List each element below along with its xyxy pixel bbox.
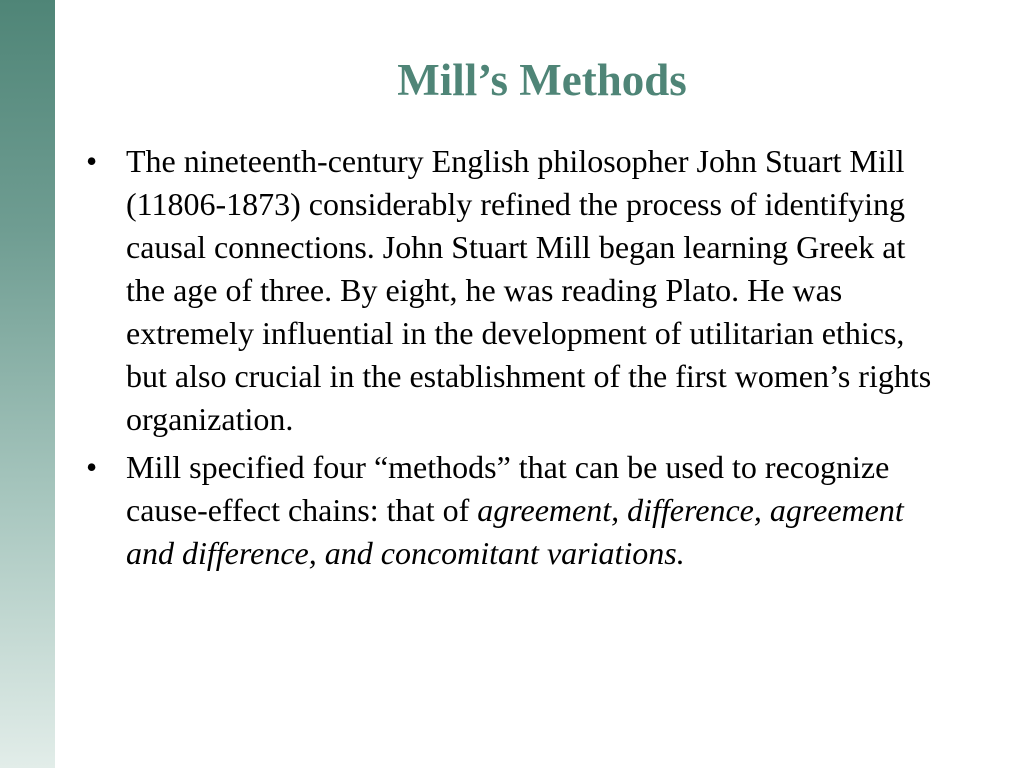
slide-title: Mill’s Methods: [397, 55, 687, 105]
bullet-icon: •: [86, 449, 98, 485]
bullet-text: The nineteenth-century English philosopher John Stuart Mill (11806-1873) considerably refined the process of identifying causal connections. John Stuart Mill began learning Greek at the age of three. By eight, he was reading Plato. He was extremely influential in the development of utilitarian ethics, but also crucial in the establishment of the first women’s rights organization.: [126, 143, 932, 437]
bullet-text: Mill specified four “methods” that can be used to recognize cause-effect chains: that of: [126, 449, 890, 528]
bullet-item-methods: [86, 446, 946, 575]
bullet-emphasis-text: agreement, difference, agreement and difference, and concomitant variations.: [126, 492, 904, 571]
bullet-icon: •: [86, 143, 98, 179]
bullet-item-biography: [86, 140, 946, 441]
decorative-side-bar: [0, 0, 55, 768]
bullet-list: [86, 140, 946, 580]
